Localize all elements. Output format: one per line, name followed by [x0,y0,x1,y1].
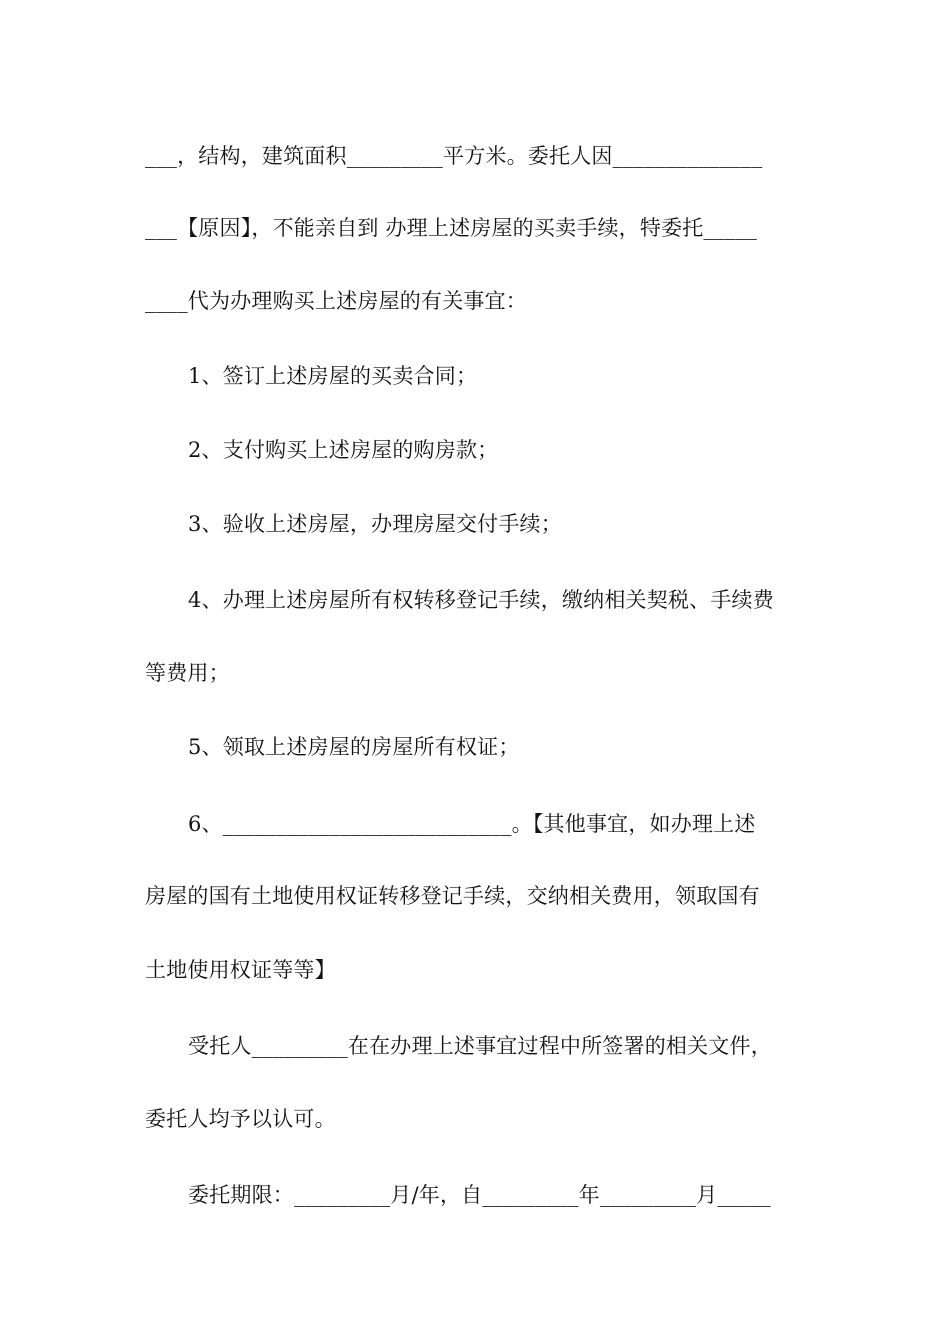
body-line-1: ___，结构，建筑面积_________平方米。委托人因______________ [145,144,763,168]
list-item-6-continued-2: 土地使用权证等等】 [145,958,336,982]
list-item-6-continued-1: 房屋的国有土地使用权证转移登记手续，交纳相关费用，领取国有 [145,884,760,908]
list-item-4-continued: 等费用； [145,661,230,685]
body-line-2: ___【原因】，不能亲自到 办理上述房屋的买卖手续，特委托_____ [145,216,757,240]
body-line-3: ____代为办理购买上述房屋的有关事宜： [145,289,527,313]
list-item-6: 6、___________________________。【其他事宜，如办理上述 [188,812,756,836]
entrustment-period: 委托期限：_________月/年，自_________年_________月_____ [188,1183,771,1207]
trustee-paragraph-continued: 委托人均予以认可。 [145,1107,336,1131]
list-item-1: 1、签订上述房屋的买卖合同； [188,364,478,388]
list-item-3: 3、验收上述房屋，办理房屋交付手续； [188,512,562,536]
list-item-2: 2、支付购买上述房屋的购房款； [188,438,499,462]
list-item-4: 4、办理上述房屋所有权转移登记手续，缴纳相关契税、手续费 [188,588,774,612]
list-item-5: 5、领取上述房屋的房屋所有权证； [188,735,520,759]
trustee-paragraph: 受托人_________在在办理上述事宜过程中所签署的相关文件， [188,1034,772,1058]
